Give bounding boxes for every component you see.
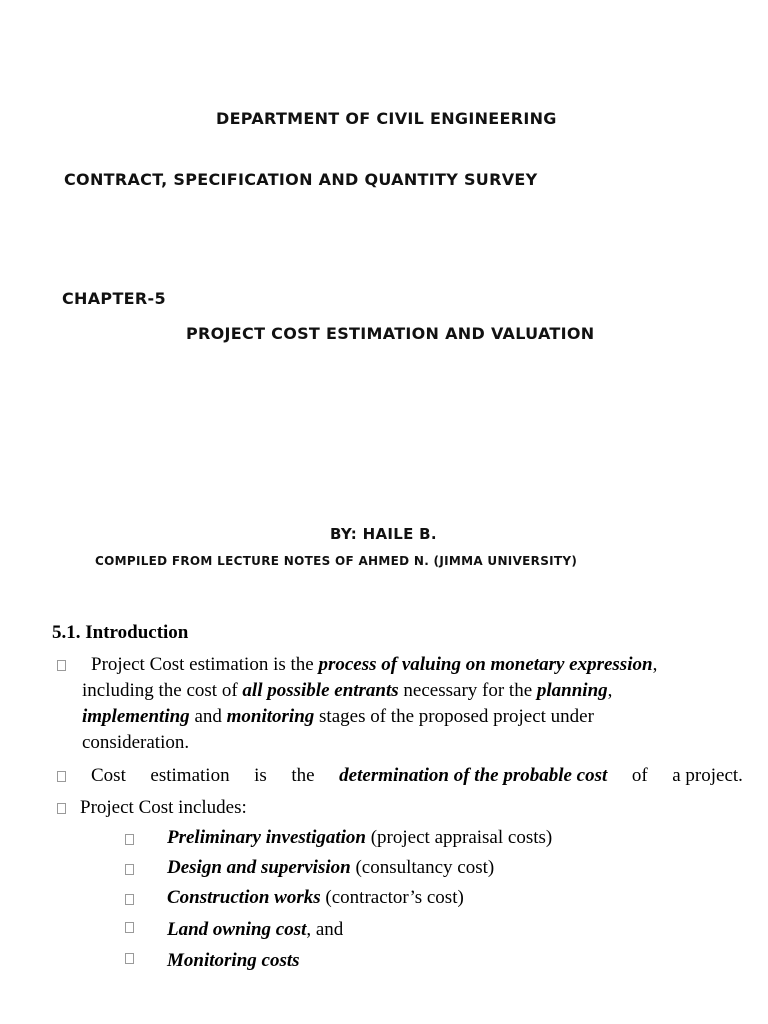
- bullet-paragraph-2: [0, 763, 768, 791]
- emphasis-text: Monitoring costs: [167, 950, 300, 971]
- emphasis-text: Preliminary investigation: [167, 827, 366, 848]
- chapter-number: CHAPTER-5: [62, 289, 166, 308]
- bullet-box-icon: [125, 953, 134, 964]
- emphasis-text: Land owning cost: [167, 919, 307, 940]
- bullet-box-icon: [57, 771, 66, 782]
- bullet-paragraph-1: [0, 652, 768, 762]
- bullet-box-icon: [57, 803, 66, 814]
- bullet-box-icon: [57, 660, 66, 671]
- bullet1-line2: including the cost of all possible entrants necessary for the planning,: [82, 680, 613, 701]
- author-line: BY: HAILE B.: [330, 525, 437, 543]
- chapter-title: PROJECT COST ESTIMATION AND VALUATION: [186, 324, 595, 343]
- emphasis-text: process of valuing on monetary expression: [318, 654, 653, 675]
- bullet1-line4: consideration.: [82, 732, 190, 753]
- bullet-box-icon: [125, 834, 134, 845]
- bullet-box-icon: [125, 864, 134, 875]
- compiled-note: COMPILED FROM LECTURE NOTES OF AHMED N. (JIMMA UNIVERSITY): [95, 554, 578, 568]
- emphasis-text: planning: [536, 680, 608, 701]
- bullet1-line1: Project Cost estimation is the process of valuing on monetary expression,: [91, 654, 658, 675]
- emphasis-text: determination of the probable cost: [339, 765, 608, 786]
- bullet3-text: Project Cost includes:: [80, 797, 247, 818]
- course-title: CONTRACT, SPECIFICATION AND QUANTITY SURVEY: [64, 170, 538, 189]
- emphasis-text: Construction works: [167, 887, 321, 908]
- emphasis-text: monitoring: [226, 706, 315, 727]
- section-heading: 5.1. Introduction: [52, 622, 189, 643]
- bullet-box-icon: [125, 894, 134, 905]
- bullet-paragraph-3: [0, 795, 768, 823]
- department-title: DEPARTMENT OF CIVIL ENGINEERING: [216, 109, 557, 128]
- emphasis-text: Design and supervision: [167, 857, 351, 878]
- bullet-box-icon: [125, 922, 134, 933]
- emphasis-text: all possible entrants: [242, 680, 399, 701]
- emphasis-text: implementing: [82, 706, 190, 727]
- bullet2-line: Cost estimation is the determination of the probable cost of a project.: [91, 765, 743, 786]
- bullet1-line3: implementing and monitoring stages of the proposed project under: [82, 706, 594, 727]
